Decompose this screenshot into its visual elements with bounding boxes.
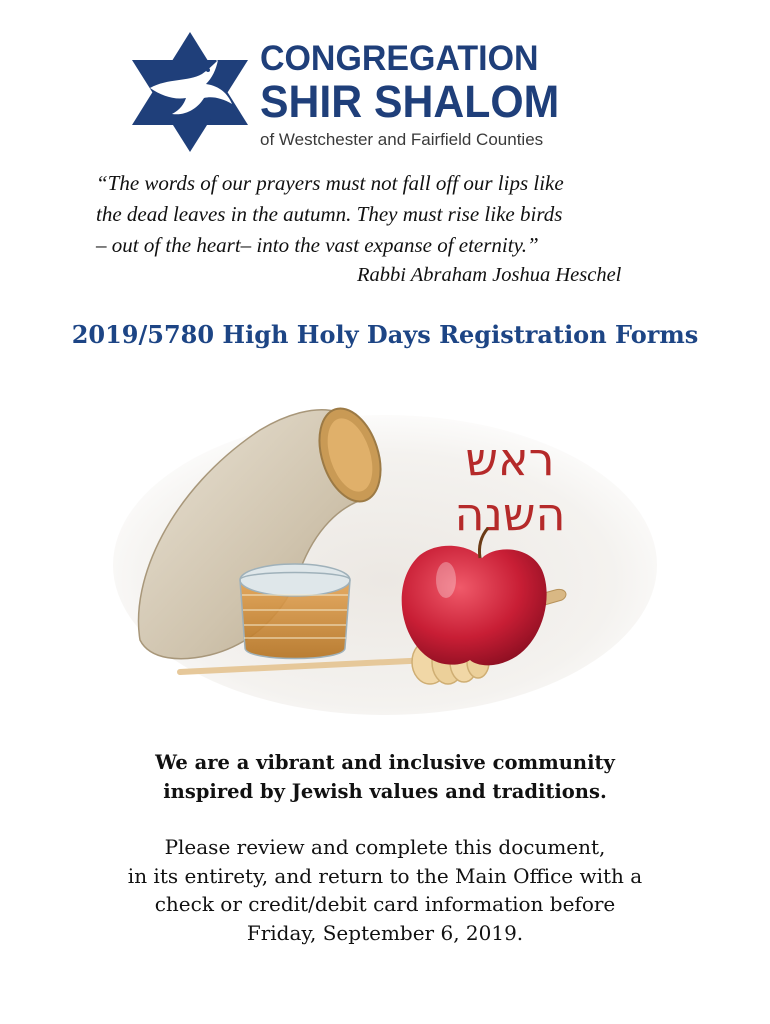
congregation-logo (128, 30, 628, 155)
honey-jar-icon (240, 564, 350, 659)
rosh-hashanah-illustration (110, 380, 660, 720)
logo-title-line1: CONGREGATION (260, 39, 539, 78)
heschel-quote (96, 168, 696, 261)
hebrew-rosh: ראש (465, 432, 555, 486)
instruction-line: in its entirety, and return to the Main Office with a (127, 863, 643, 888)
submission-instructions (0, 833, 770, 947)
quote-attribution: Rabbi Abraham Joshua Heschel (357, 264, 622, 286)
tagline-line: inspired by Jewish values and traditions. (163, 780, 607, 803)
quote-line: “The words of our prayers must not fall off our lips like (96, 171, 564, 195)
instruction-line: Friday, September 6, 2019. (246, 920, 524, 945)
logo-title-line2: SHIR SHALOM (260, 76, 560, 127)
community-tagline (0, 748, 770, 806)
instruction-line: Please review and complete this document, (164, 835, 606, 859)
logo-subtitle: of Westchester and Fairfield Counties (260, 130, 544, 149)
tagline-line: We are a vibrant and inclusive community (155, 751, 615, 774)
quote-line: the dead leaves in the autumn. They must rise like birds (96, 202, 563, 226)
quote-line: – out of the heart– into the vast expanse of eternity.” (96, 233, 539, 257)
instruction-line: check or credit/debit card information before (154, 892, 616, 916)
page-title: 2019/5780 High Holy Days Registration Forms (71, 320, 699, 349)
hebrew-hashana: השנה (454, 487, 566, 541)
star-of-david-dove-icon (128, 30, 253, 155)
